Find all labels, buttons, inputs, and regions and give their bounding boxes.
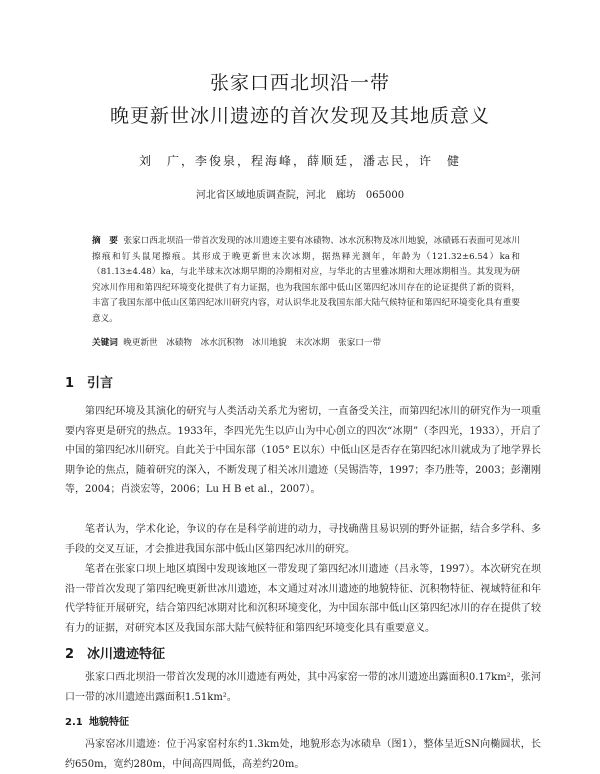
subsection-paragraph-1: 冯家窑冰川遗迹：位于冯家窑村东约1.3km处，地貌形态为冰碛阜（图1），整体呈近SN向椭圆状，长约650m，宽约280m，中间高四周低，高差约20m。 xyxy=(65,739,541,770)
keywords xyxy=(92,336,520,351)
section-title: 引言 xyxy=(87,376,114,391)
author-list: 刘 广，李俊泉，程海峰，薛顺廷，潘志民，许 健 xyxy=(138,154,461,168)
section-number: 1 xyxy=(65,376,75,391)
section2-paragraph-1: 张家口西北坝沿一带首次发现的冰川遗迹有两处，其中冯家窑一带的冰川遗迹出露面积0.17km²，张河口一带的冰川遗迹出露面积1.51km²。 xyxy=(65,672,541,703)
keywords-text: 晚更新世 冰碛物 冰水沉积物 冰川地貌 末次冰期 张家口一带 xyxy=(123,338,382,348)
paper-title-line2: 晚更新世冰川遗迹的首次发现及其地质意义 xyxy=(109,105,490,127)
paper-title-line1: 张家口西北坝沿一带 xyxy=(209,72,390,94)
affiliation: 河北省区域地质调查院，河北 廊坊 065000 xyxy=(195,190,405,201)
keywords-label: 关键词 xyxy=(92,338,118,348)
subsection-number: 2.1 xyxy=(65,717,83,728)
section-number: 2 xyxy=(65,647,75,662)
section-heading-intro xyxy=(65,372,113,391)
abstract xyxy=(92,234,520,328)
section-title: 冰川遗迹特征 xyxy=(87,647,166,662)
intro-paragraph-3: 笔者在张家口坝上地区填图中发现该地区一带发现了第四纪冰川遗迹（吕永等，1997）。本次研究在坝沿一带首次发现了第四纪晚更新世冰川遗迹，本文通过对冰川遗迹的地貌特征、沉积物特征、视域特征和年代学特征开展研究，结合第四纪冰期对比和沉积环境变化，为中国东部中低山区第四纪冰川的存在提供了较有力的证据，对研究本区及我国东部大陆气候特征和第四纪环境变化具有重要意义。 xyxy=(65,564,541,634)
intro-paragraph-2: 笔者认为，学术化论，争议的存在是科学前进的动力，寻找确凿且易识别的野外证据，结合多学科、多手段的交叉互证，才会推进我国东部中低山区第四纪冰川的研究。 xyxy=(65,524,541,555)
subsection-title: 地貌特征 xyxy=(89,717,129,728)
intro-paragraph-1: 第四纪环境及其演化的研究与人类活动关系尤为密切，一直备受关注，而第四纪冰川的研究作为一项重要内容更是研究的热点。1933年，李四光先生以庐山为中心创立的四次“冰期”（李四光，1933），开启了中国的第四纪冰川研究。自此关于中国东部（105° E以东）中低山区是否存在第四纪冰川就成为了地学界长期争论的焦点，随着研究的深入，不断发现了相关冰川遗迹（吴锡浩等，1997；李乃胜等，2003；彭潮刚等，2004；肖淡宏等，2006；Lu H B et al.，2007）。 xyxy=(65,406,541,496)
abstract-text: 张家口西北坝沿一带首次发现的冰川遗迹主要有冰碛物、冰水沉积物及冰川地貌，冰碛砾石表面可见冰川擦痕和钉头鼠尾擦痕。其形成于晚更新世末次冰期，据热释光测年，年龄为（121.32±6.54）ka和（81.13±4.48）ka，与北半球末次冰期早期的冷期相对应，与华北的古里雅冰期和大理冰期相当。其发现为研究冰川作用和第四纪环境变化提供了有力证据，也为我国东部中低山区第四纪冰川存在的论证提供了新的资料，丰富了我国东部中低山区第四纪冰川研究内容，对认识华北及我国东部大陆气候特征和第四纪环境变化具有重要意义。 xyxy=(92,236,520,324)
abstract-label: 摘 要 xyxy=(92,236,118,246)
subsection-heading-landform xyxy=(65,713,129,728)
section-heading-glacial-features xyxy=(65,643,165,662)
